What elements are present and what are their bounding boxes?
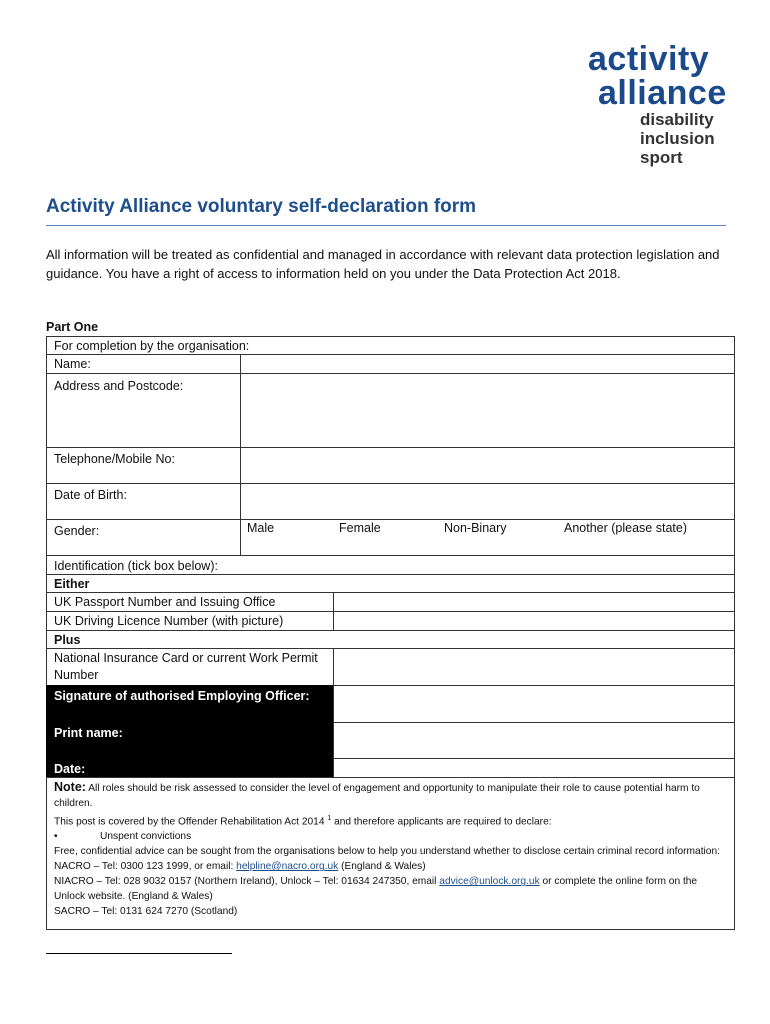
note-declare-text: and therefore applicants are required to declare: — [331, 816, 552, 828]
note-risk-text: All roles should be risk assessed to consider the level of engagement and opportunity to manipulate their role to cause potential harm to children. — [54, 783, 700, 809]
passport-field[interactable] — [333, 592, 735, 612]
gender-option-another[interactable]: Another (please state) — [564, 521, 687, 535]
part-one-heading: Part One — [46, 320, 99, 334]
bullet-icon: • — [54, 831, 58, 843]
note-bullet-row — [54, 829, 727, 844]
note-paragraph-1 — [54, 780, 727, 811]
name-label: Name: — [46, 354, 241, 374]
gender-label: Gender: — [46, 519, 241, 556]
unlock-email-link[interactable]: advice@unlock.org.uk — [439, 876, 540, 888]
note-rehab-text: This post is covered by the Offender Rehabilitation Act 2014 — [54, 816, 325, 828]
note-paragraph-2 — [54, 811, 727, 829]
gender-option-non-binary[interactable]: Non-Binary — [444, 521, 507, 535]
phone-field[interactable] — [240, 447, 735, 484]
note-label: Note: — [54, 780, 86, 794]
intro-paragraph: All information will be treated as confidential and managed in accordance with relevant data protection legislation and guidance. You have a right of access to information held on you under the Data Protection Act 2018. — [46, 247, 720, 281]
passport-label: UK Passport Number and Issuing Office — [46, 592, 334, 612]
title-divider — [46, 225, 726, 226]
name-field[interactable] — [240, 354, 735, 374]
notes-box — [46, 777, 735, 930]
address-field[interactable] — [240, 373, 735, 448]
dob-field[interactable] — [240, 483, 735, 520]
nacro-region: (England & Wales) — [338, 861, 426, 873]
niacro-text: NIACRO – Tel: 028 9032 0157 (Northern Ireland), Unlock – Tel: 01634 247350, email — [54, 876, 440, 888]
signature-label: Signature of authorised Employing Officer: — [46, 685, 334, 723]
form-title: Activity Alliance voluntary self-declaration form — [46, 196, 477, 217]
dob-label: Date of Birth: — [46, 483, 241, 520]
licence-field[interactable] — [333, 611, 735, 631]
logo-tagline: disability inclusion sport — [640, 110, 715, 167]
ni-field[interactable] — [333, 648, 735, 686]
nacro-text: NACRO – Tel: 0300 123 1999, or email: — [54, 861, 237, 873]
unlock-text: or complete the online form on the Unlock website. (England & Wales) — [54, 876, 698, 903]
logo-line-activity: activity — [588, 40, 710, 78]
identification-header: Identification (tick box below): — [46, 555, 735, 575]
either-row: Either — [46, 574, 735, 593]
gender-option-male[interactable]: Male — [247, 521, 275, 535]
address-label: Address and Postcode: — [46, 373, 241, 448]
date-field[interactable] — [333, 758, 735, 778]
note-sacro: SACRO – Tel: 0131 624 7270 (Scotland) — [54, 906, 238, 918]
plus-row: Plus — [46, 630, 735, 649]
nacro-email-link[interactable]: helpline@nacro.org.uk — [236, 861, 339, 873]
footnote-rule — [46, 953, 232, 954]
note-bullet-text: Unspent convictions — [100, 831, 192, 843]
logo-line-alliance: alliance — [598, 74, 727, 112]
date-label: Date: — [46, 758, 334, 778]
print-name-label: Print name: — [46, 722, 334, 759]
note-nacro — [54, 859, 727, 874]
phone-label: Telephone/Mobile No: — [46, 447, 241, 484]
note-paragraph-3: Free, confidential advice can be sought from the organisations below to help you understand whether to disclose certain criminal record information: — [54, 846, 720, 858]
org-header-row: For completion by the organisation: — [46, 336, 735, 355]
print-name-field[interactable] — [333, 722, 735, 759]
licence-label: UK Driving Licence Number (with picture) — [46, 611, 334, 631]
footnote-mark: 1 — [327, 815, 332, 822]
note-niacro — [54, 874, 727, 904]
gender-option-female[interactable]: Female — [339, 521, 381, 535]
signature-field[interactable] — [333, 685, 735, 723]
ni-label: National Insurance Card or current Work Permit Number — [46, 648, 334, 686]
